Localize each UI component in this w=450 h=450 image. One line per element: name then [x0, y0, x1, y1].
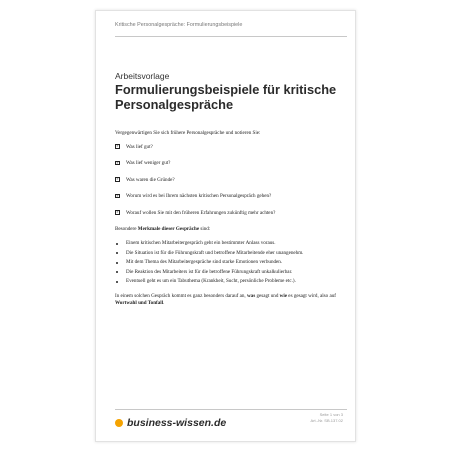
bullet-icon	[116, 271, 118, 273]
document-page	[95, 10, 356, 442]
page-info	[311, 412, 343, 424]
checklist-item-text: Worum wird es bei Ihrem nächsten kritischen Personalgespräch gehen?	[126, 193, 272, 200]
document-kicker: Arbeitsvorlage	[115, 71, 170, 81]
checklist-item-text: Worauf wollen Sie mit den früheren Erfahrungen zukünftig mehr achten?	[126, 209, 276, 216]
checklist-item-text: Was waren die Gründe?	[126, 176, 175, 183]
features-intro	[115, 226, 340, 233]
page-number: Seite 1 von 3	[319, 412, 343, 417]
feature-item-text: Mit dem Thema des Mitarbeitergespräche sind starke Emotionen verbunden.	[126, 259, 283, 266]
feature-item-text: Eventuell geht es um ein Tabuthema (Krankheit, Sucht, persönliche Probleme etc.).	[126, 278, 296, 285]
closing-bold-2: wie	[279, 293, 288, 300]
features-intro-bold: Merkmale dieser Gespräche	[137, 226, 200, 233]
checked-box-icon: ✓	[116, 144, 120, 150]
closing-part-2: gesagt und	[255, 293, 280, 300]
footer-divider	[115, 409, 347, 410]
reflection-checklist	[115, 144, 340, 217]
closing-part-1: In einem solchen Gespräch kommt es ganz besonders darauf an,	[115, 293, 247, 300]
bullet-icon	[116, 262, 118, 264]
bullet-icon	[116, 252, 118, 254]
closing-bold-3: Wortwahl und Tonfall	[115, 300, 164, 307]
brand-logo	[115, 417, 226, 429]
article-number: Art.-Nr. SB.137.02	[310, 418, 343, 423]
checklist-item	[115, 160, 340, 167]
checked-box-icon: ✓	[116, 210, 120, 216]
document-title: Formulierungsbeispiele für kritische Personalgespräche	[115, 82, 337, 112]
feature-item	[115, 269, 340, 276]
feature-item	[115, 259, 340, 266]
closing-part-4: .	[163, 300, 165, 307]
checked-box-icon: ✓	[116, 160, 120, 166]
checklist-item	[115, 144, 340, 151]
checklist-item	[115, 210, 340, 217]
running-header: Kritische Personalgespräche: Formulierungsbeispiele	[115, 22, 243, 28]
header-divider	[115, 36, 347, 37]
checked-box-icon: ✓	[116, 177, 120, 183]
checklist-item-text: Was lief gut?	[126, 143, 153, 150]
feature-item-text: Die Situation ist für die Führungskraft und betroffene Mitarbeitende eher unangenehm.	[126, 249, 304, 256]
document-body	[115, 130, 340, 307]
feature-item	[115, 278, 340, 285]
checked-box-icon: ✓	[116, 193, 120, 199]
closing-part-3: es gesagt wird, also auf	[287, 293, 336, 300]
feature-item	[115, 250, 340, 257]
features-intro-before: Besondere	[115, 226, 138, 233]
closing-paragraph	[115, 293, 340, 307]
feature-item	[115, 240, 340, 247]
logo-dot-icon	[115, 419, 123, 427]
closing-bold-1: was	[246, 293, 256, 300]
features-intro-after: sind:	[199, 226, 211, 233]
feature-item-text: Die Reaktion des Mitarbeiters ist für die betroffene Führungskraft unkalkulierbar.	[126, 268, 293, 275]
bullet-icon	[116, 281, 118, 283]
checklist-item	[115, 193, 340, 200]
checklist-item-text: Was lief weniger gut?	[126, 160, 171, 167]
feature-item-text: Einem kritischen Mitarbeitergespräch geht ein bestimmter Anlass voraus.	[126, 240, 276, 247]
checklist-item	[115, 177, 340, 184]
features-list	[115, 240, 340, 285]
logo-text: business-wissen.de	[127, 417, 227, 429]
intro-paragraph: Vergegenwärtigen Sie sich frühere Personalgespräche und notieren Sie:	[115, 130, 261, 136]
bullet-icon	[116, 243, 118, 245]
